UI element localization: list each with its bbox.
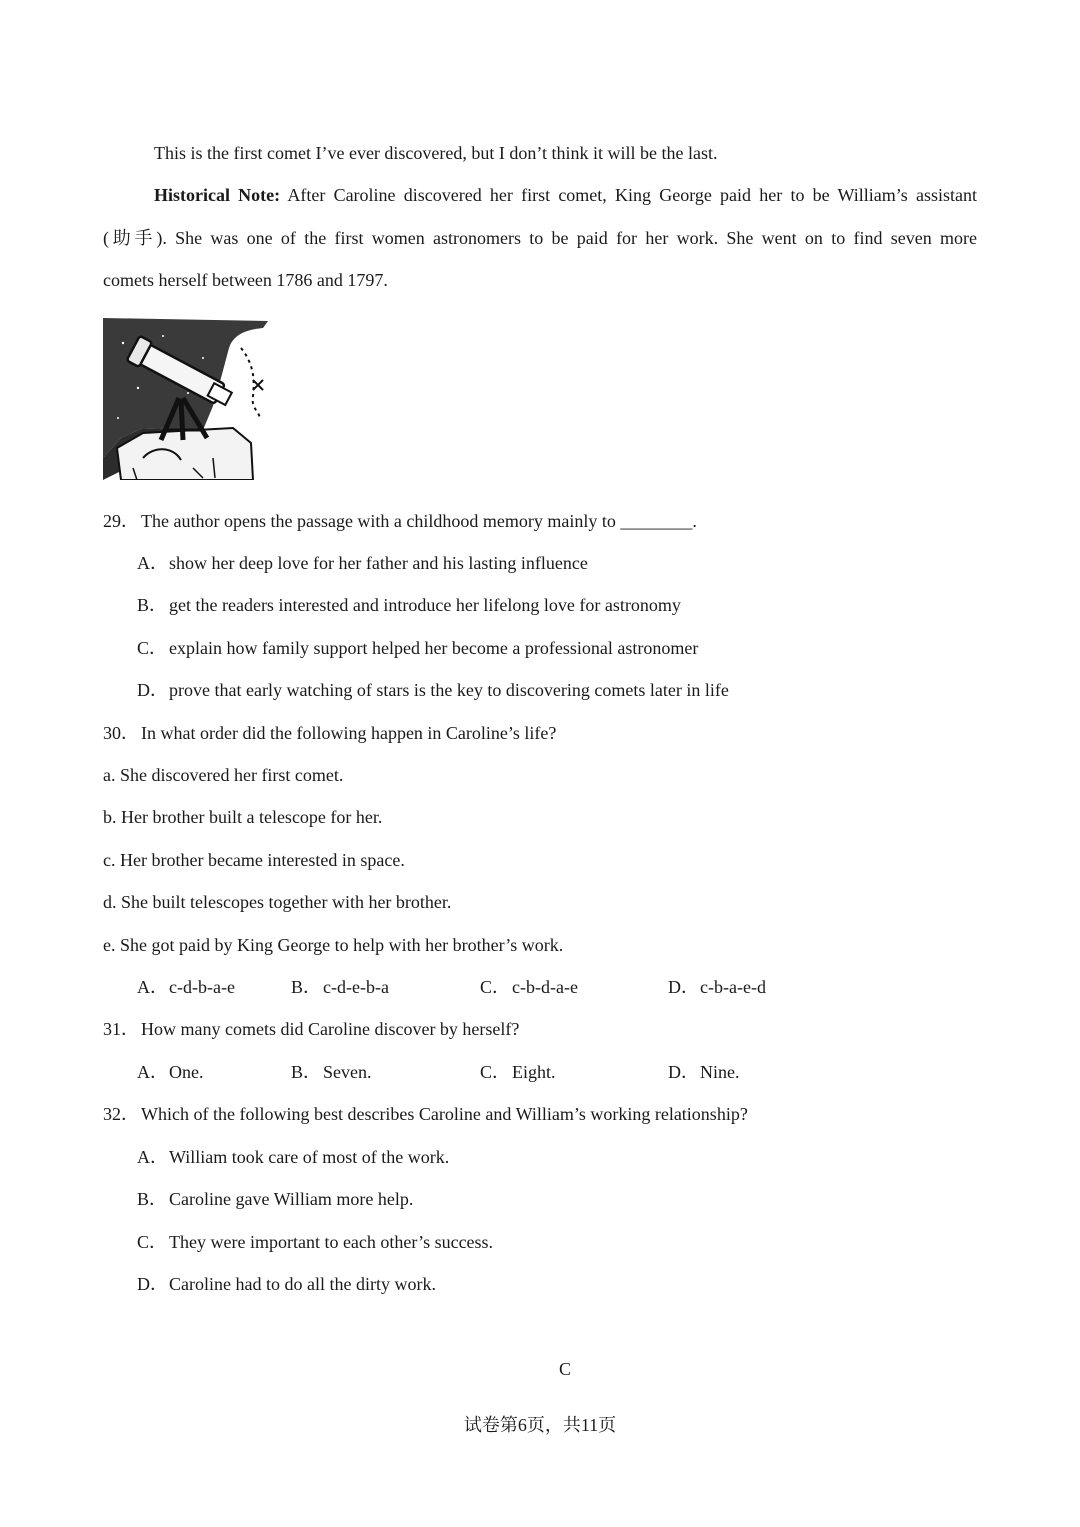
- option-text: get the readers interested and introduce her lifelong love for astronomy: [169, 595, 681, 615]
- option-text: c-d-e-b-a: [323, 977, 389, 997]
- question-stem: How many comets did Caroline discover by herself?: [141, 1019, 520, 1039]
- option-29-b[interactable]: [137, 594, 681, 616]
- event-b: b. Her brother built a telescope for her.: [103, 807, 383, 827]
- option-text: Nine.: [700, 1062, 740, 1082]
- option-letter: D．: [668, 1062, 699, 1082]
- option-text: They were important to each other’s success.: [169, 1232, 494, 1252]
- option-30-d[interactable]: [668, 976, 766, 998]
- option-text: Caroline had to do all the dirty work.: [169, 1274, 436, 1294]
- option-letter: A．: [137, 1062, 168, 1082]
- passage-line: This is the first comet I’ve ever discovered, but I don’t think it will be the last.: [154, 143, 718, 163]
- option-32-a[interactable]: [137, 1146, 449, 1168]
- option-letter: A．: [137, 1147, 168, 1167]
- historical-note-label: Historical Note:: [154, 185, 281, 205]
- event-d: d. She built telescopes together with her brother.: [103, 892, 452, 912]
- historical-note-line: [154, 184, 977, 206]
- option-31-a[interactable]: [137, 1061, 204, 1083]
- question-29: [103, 510, 697, 532]
- option-31-b[interactable]: [291, 1061, 372, 1083]
- question-number: 31．: [103, 1019, 139, 1039]
- option-text: William took care of most of the work.: [169, 1147, 450, 1167]
- option-30-b[interactable]: [291, 976, 389, 998]
- option-text: show her deep love for her father and his lasting influence: [169, 553, 588, 573]
- telescope-illustration: [103, 318, 268, 480]
- question-number: 32．: [103, 1104, 139, 1124]
- option-text: Seven.: [323, 1062, 372, 1082]
- option-32-c[interactable]: [137, 1231, 493, 1253]
- option-letter: B．: [291, 977, 322, 997]
- option-29-d[interactable]: [137, 679, 729, 701]
- question-stem: The author opens the passage with a childhood memory mainly to ________.: [141, 511, 697, 531]
- option-letter: C．: [137, 1232, 168, 1252]
- option-letter: C．: [480, 977, 511, 997]
- option-text: prove that early watching of stars is the key to discovering comets later in life: [169, 680, 729, 700]
- option-letter: C．: [480, 1062, 511, 1082]
- option-text: c-b-d-a-e: [512, 977, 578, 997]
- option-letter: D．: [137, 680, 168, 700]
- option-30-c[interactable]: [480, 976, 578, 998]
- page-footer: 试卷第6页，共11页: [463, 1415, 617, 1435]
- option-letter: D．: [137, 1274, 168, 1294]
- event-a: a. She discovered her first comet.: [103, 765, 344, 785]
- section-label: C: [558, 1359, 571, 1379]
- option-32-d[interactable]: [137, 1273, 436, 1295]
- option-31-d[interactable]: [668, 1061, 740, 1083]
- option-32-b[interactable]: [137, 1188, 413, 1210]
- question-31: [103, 1018, 519, 1040]
- event-c: c. Her brother became interested in space.: [103, 850, 405, 870]
- option-text: c-d-b-a-e: [169, 977, 235, 997]
- option-text: Caroline gave William more help.: [169, 1189, 414, 1209]
- option-29-c[interactable]: [137, 637, 698, 659]
- option-letter: B．: [137, 1189, 168, 1209]
- option-letter: A．: [137, 553, 168, 573]
- option-letter: B．: [137, 595, 168, 615]
- option-text: explain how family support helped her become a professional astronomer: [169, 638, 699, 658]
- question-30: [103, 722, 556, 744]
- historical-note-line-2: (助手). She was one of the first women astronomers to be paid for her work. She went on to find seven more: [103, 228, 977, 248]
- option-letter: B．: [291, 1062, 322, 1082]
- question-32: [103, 1103, 748, 1125]
- option-text: c-b-a-e-d: [700, 977, 766, 997]
- historical-note-line-3: comets herself between 1786 and 1797.: [103, 270, 388, 290]
- option-29-a[interactable]: [137, 552, 588, 574]
- option-letter: A．: [137, 977, 168, 997]
- event-e: e. She got paid by King George to help with her brother’s work.: [103, 935, 564, 955]
- option-letter: C．: [137, 638, 168, 658]
- question-stem: In what order did the following happen in Caroline’s life?: [141, 723, 557, 743]
- historical-note-text: After Caroline discovered her first comet, King George paid her to be William’s assistant: [280, 185, 977, 205]
- option-30-a[interactable]: [137, 976, 235, 998]
- option-text: One.: [169, 1062, 204, 1082]
- question-stem: Which of the following best describes Caroline and William’s working relationship?: [141, 1104, 748, 1124]
- question-number: 30．: [103, 723, 139, 743]
- option-31-c[interactable]: [480, 1061, 556, 1083]
- option-letter: D．: [668, 977, 699, 997]
- option-text: Eight.: [512, 1062, 556, 1082]
- question-number: 29．: [103, 511, 139, 531]
